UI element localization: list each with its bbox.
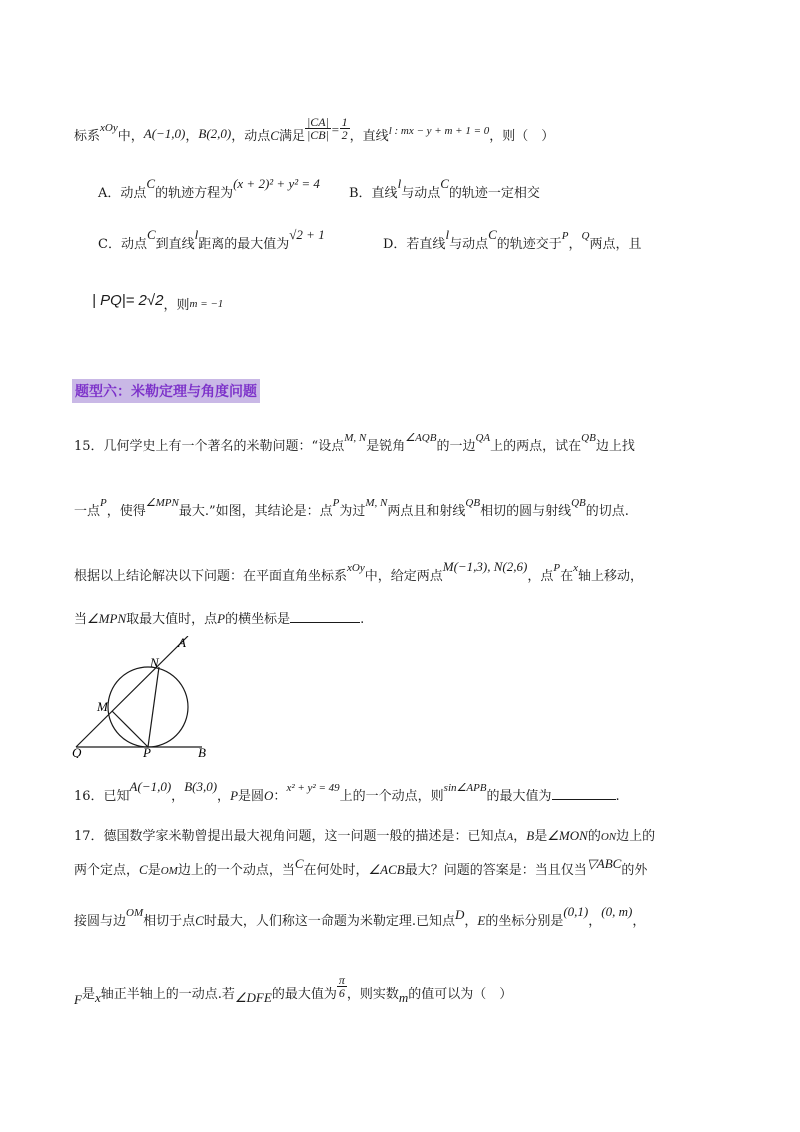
q17-line-1 — [74, 829, 655, 843]
text: 边上的 — [616, 829, 656, 844]
frac-den: 2 — [341, 128, 348, 142]
math: sin∠APB — [443, 782, 487, 794]
text: 的轨迹一定相交 — [448, 186, 540, 201]
math: P — [230, 788, 239, 803]
text: 的轨迹交于 — [496, 237, 562, 252]
text: 当 — [74, 612, 88, 627]
text: . — [360, 612, 365, 627]
text: 是圆 — [238, 789, 265, 804]
math: (0,1) — [563, 904, 589, 919]
math: E — [477, 913, 486, 928]
text: 是 — [81, 987, 95, 1002]
text: 在 — [560, 569, 574, 584]
text: 16．已知 — [74, 789, 130, 804]
text: ， — [588, 914, 602, 929]
text: 根据以上结论解决以下问题：在平面直角坐标系 — [74, 569, 348, 584]
option-c — [98, 227, 325, 252]
math: QB — [581, 432, 596, 444]
text: 相切的圆与射线 — [480, 504, 572, 519]
text: 时最大，人们称这一命题为米勒定理.已知点 — [203, 914, 455, 929]
math: OM — [160, 865, 178, 877]
text: ， — [464, 914, 478, 929]
math: ∠MPN — [145, 497, 179, 509]
math: ▽ABC — [586, 856, 622, 871]
text: 17．德国数学家米勒曾提出最大视角问题，这一问题一般的描述是：已知点 — [74, 829, 507, 844]
text: 边上找 — [595, 439, 635, 454]
label-p: P — [143, 745, 151, 758]
math: F — [74, 992, 82, 1007]
math: QB — [465, 497, 481, 509]
math: O — [264, 788, 274, 803]
section-title: 题型六：米勒定理与角度问题 — [72, 379, 260, 403]
text: 最大？问题的答案是：当且仅当 — [404, 863, 587, 878]
text: 两点且和射线 — [387, 504, 466, 519]
text: 中，给定两点 — [364, 569, 443, 584]
frac-num: |CA| — [306, 115, 329, 129]
math: M, N — [365, 497, 388, 509]
math: M(−1,3), N(2,6) — [442, 559, 528, 574]
math: A(−1,0) — [129, 779, 172, 794]
text: 的横坐标是 — [225, 612, 291, 627]
text: ， — [171, 789, 185, 804]
option-d-continued — [92, 292, 224, 313]
math: m — [398, 990, 409, 1005]
text: ： — [273, 789, 287, 804]
math: (x + 2)² + y² = 4 — [233, 176, 320, 191]
math: l — [194, 227, 199, 242]
q17-line-4 — [74, 973, 513, 1007]
label-b: B — [198, 745, 206, 758]
pi-over-six-fraction — [337, 974, 347, 999]
text: 在何处时， — [303, 863, 369, 878]
math: ∠MPN — [87, 611, 127, 626]
q17-line-2 — [74, 856, 648, 878]
text: 相切于点 — [143, 914, 196, 929]
math: ∠MON — [547, 828, 588, 843]
math: D — [454, 907, 465, 922]
math: A — [506, 831, 514, 843]
text: . — [615, 789, 620, 804]
answer-blank — [552, 789, 616, 800]
math: | PQ|= 2√2 — [92, 292, 164, 309]
text: ， — [217, 789, 231, 804]
math: QB — [571, 497, 586, 509]
math: x² + y² = 49 — [286, 782, 340, 794]
math: xOy — [100, 122, 118, 134]
math: l — [397, 176, 402, 191]
text: 15．几何学史上有一个著名的米勒问题：“设点 — [74, 439, 345, 454]
half-fraction — [340, 116, 350, 141]
math: OM — [126, 907, 144, 919]
text: 上的两点，试在 — [490, 439, 582, 454]
text: ， — [185, 129, 199, 144]
math: ON — [600, 831, 617, 843]
math: √2 + 1 — [289, 227, 325, 242]
text: ， — [568, 237, 582, 252]
math: B(2,0) — [198, 126, 232, 141]
text: 边上的一个动点，当 — [177, 863, 295, 878]
math: C — [488, 227, 497, 242]
math: x — [94, 990, 101, 1005]
text: 两个定点， — [74, 863, 140, 878]
option-a — [98, 176, 320, 201]
text: 标系 — [74, 129, 101, 144]
question-intro-line — [74, 115, 555, 149]
math: ∠ACB — [368, 862, 405, 877]
math: Q — [581, 230, 590, 242]
text: ，则实数 — [346, 987, 399, 1002]
miller-figure — [70, 636, 220, 758]
text: 中， — [117, 129, 144, 144]
text: 的最大值为 — [271, 987, 337, 1002]
math: B(3,0) — [184, 779, 218, 794]
math: P — [217, 611, 226, 626]
label-m: M — [97, 699, 108, 714]
math: = — [330, 122, 340, 137]
math: QA — [475, 432, 491, 444]
text: ， — [513, 829, 527, 844]
text: ，使得 — [106, 504, 146, 519]
text: 满足 — [278, 129, 305, 144]
math: C — [440, 176, 449, 191]
text: ，则（ ） — [489, 129, 555, 144]
frac-den: 6 — [338, 986, 345, 1000]
text: 是 — [147, 863, 161, 878]
segment-mp — [112, 711, 148, 747]
text: 的 — [587, 829, 601, 844]
text: 是 — [534, 829, 548, 844]
text: 的一边 — [436, 439, 476, 454]
math: ∠DFE — [234, 990, 272, 1005]
tangent-circle — [108, 667, 188, 747]
math: xOy — [347, 562, 365, 574]
text: 轴正半轴上的一动点.若 — [100, 987, 235, 1002]
ratio-fraction — [305, 116, 331, 141]
math: C — [195, 913, 204, 928]
text: 一点 — [74, 504, 101, 519]
text: ，点 — [527, 569, 554, 584]
math: C — [146, 176, 156, 191]
text: ， — [632, 914, 646, 929]
text: 取最大值时，点 — [126, 612, 218, 627]
math: x — [573, 562, 578, 574]
text: D．若直线 — [383, 237, 446, 252]
math: C — [146, 227, 156, 242]
text: 最大.”如图，其结论是：点 — [178, 504, 333, 519]
segment-np — [148, 667, 159, 747]
text: 的值可以为（ ） — [408, 987, 513, 1002]
text: B．直线 — [349, 186, 398, 201]
label-a: A — [178, 636, 186, 650]
frac-num: 1 — [341, 115, 348, 129]
q15-line-1 — [74, 432, 635, 454]
text: 与动点 — [449, 237, 489, 252]
q15-line-4 — [74, 612, 364, 626]
math: ∠AQB — [405, 432, 437, 444]
text: 的轨迹方程为 — [155, 186, 234, 201]
math: P — [553, 562, 561, 574]
text: ，直线 — [349, 129, 389, 144]
text: 的外 — [621, 863, 648, 878]
math: P — [100, 497, 107, 509]
label-n: N — [150, 655, 159, 670]
math: l : mx − y + m + 1 = 0 — [388, 125, 490, 137]
text: 的坐标分别是 — [485, 914, 564, 929]
math: P — [332, 497, 340, 509]
text: 接圆与边 — [74, 914, 127, 929]
text: 为过 — [339, 504, 366, 519]
text: 两点，且 — [589, 237, 642, 252]
text: 轴上移动， — [578, 569, 644, 584]
text: 距离的最大值为 — [198, 237, 290, 252]
math: B — [526, 828, 535, 843]
text: 到直线 — [155, 237, 195, 252]
math: P — [561, 230, 569, 242]
text: ，则 — [163, 298, 190, 313]
frac-den: |CB| — [306, 128, 329, 142]
text: 上的一个动点，则 — [339, 789, 444, 804]
frac-num: π — [338, 973, 345, 987]
option-d — [383, 227, 642, 252]
text: ，动点 — [231, 129, 271, 144]
label-q: Q — [72, 745, 82, 758]
option-b — [349, 176, 540, 201]
text: 的最大值为 — [486, 789, 552, 804]
answer-blank — [290, 612, 360, 623]
math: A(−1,0) — [143, 126, 186, 141]
text: 的切点. — [585, 504, 629, 519]
q15-line-3 — [74, 559, 644, 584]
text: 是锐角 — [366, 439, 406, 454]
text: A．动点 — [98, 186, 147, 201]
q17-line-3 — [74, 904, 646, 929]
math: l — [445, 227, 450, 242]
math: C — [294, 856, 304, 871]
math: (0, m) — [601, 904, 633, 919]
q15-line-2 — [74, 497, 629, 519]
math: M, N — [344, 432, 367, 444]
math: C — [270, 128, 279, 143]
math: m = −1 — [189, 298, 224, 310]
text: 与动点 — [401, 186, 441, 201]
text: C．动点 — [98, 237, 147, 252]
math: C — [139, 862, 148, 877]
